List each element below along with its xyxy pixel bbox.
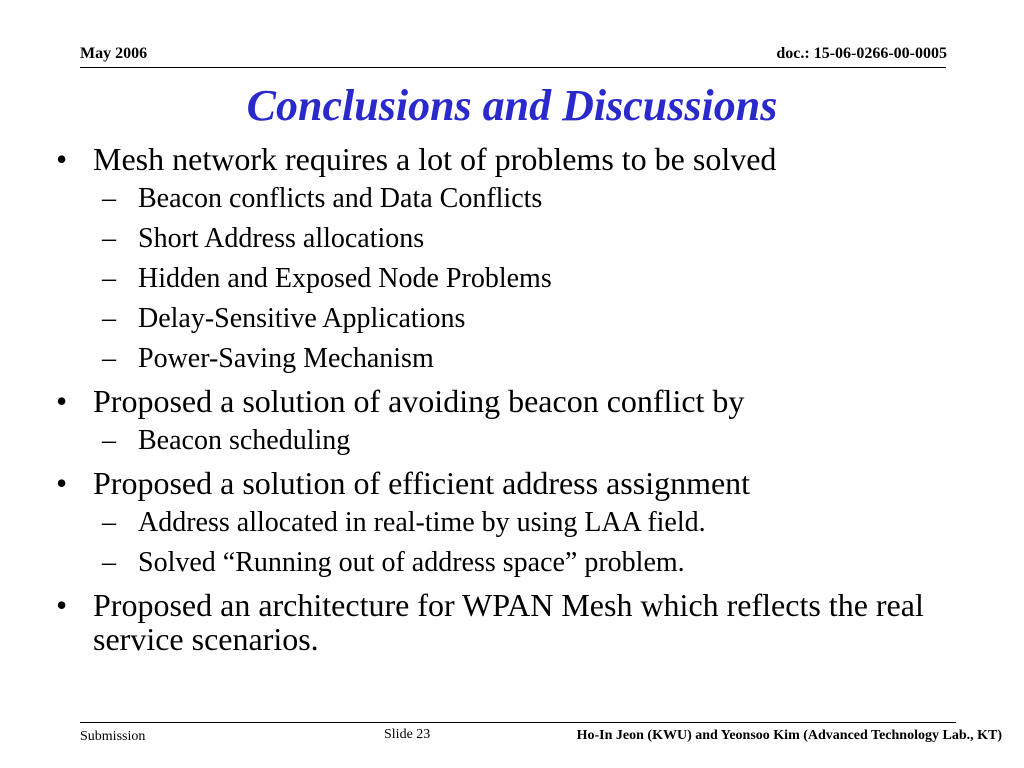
bullet-group xyxy=(56,588,976,656)
sub-bullet-item xyxy=(56,426,976,456)
sub-bullet-item xyxy=(56,548,976,578)
bullet-dot-icon: • xyxy=(56,587,68,623)
bullet-group xyxy=(56,384,976,456)
bullet-dot-icon: • xyxy=(56,141,68,177)
bullet-group xyxy=(56,466,976,578)
sub-bullet-item xyxy=(56,184,976,214)
footer-rule xyxy=(80,722,956,723)
dash-icon: – xyxy=(102,303,116,334)
bullet-text: Proposed a solution of avoiding beacon conflict by xyxy=(93,383,745,419)
bullet-dot-icon: • xyxy=(56,383,68,419)
sub-bullet-text: Power-Saving Mechanism xyxy=(138,343,434,374)
dash-icon: – xyxy=(102,343,116,374)
sub-bullet-item xyxy=(56,264,976,294)
sub-bullet-text: Delay-Sensitive Applications xyxy=(138,303,466,334)
dash-icon: – xyxy=(102,547,116,578)
dash-icon: – xyxy=(102,223,116,254)
bullet-text: Proposed a solution of efficient address assignment xyxy=(93,465,751,501)
sub-bullet-text: Beacon scheduling xyxy=(138,425,351,456)
bullet-dot-icon: • xyxy=(56,465,68,501)
sub-bullet-item xyxy=(56,304,976,334)
header-doc-id: doc.: 15-06-0266-00-0005 xyxy=(776,45,947,62)
bullet-item xyxy=(56,466,976,500)
bullet-item xyxy=(56,588,976,656)
footer-authors: Ho-In Jeon (KWU) and Yeonsoo Kim (Advanced Technology Lab., KT) xyxy=(576,728,1002,743)
sub-bullet-text: Hidden and Exposed Node Problems xyxy=(138,263,552,294)
sub-bullet-text: Beacon conflicts and Data Conflicts xyxy=(138,183,543,214)
sub-bullet-text: Solved “Running out of address space” problem. xyxy=(138,547,685,578)
sub-bullet-item xyxy=(56,224,976,254)
bullet-item xyxy=(56,384,976,418)
dash-icon: – xyxy=(102,425,116,456)
sub-bullet-item xyxy=(56,344,976,374)
sub-bullet-item xyxy=(56,508,976,538)
dash-icon: – xyxy=(102,263,116,294)
sub-bullet-text: Address allocated in real-time by using LAA field. xyxy=(138,507,706,538)
bullet-item xyxy=(56,142,976,176)
slide-title: Conclusions and Discussions xyxy=(246,81,778,130)
dash-icon: – xyxy=(102,507,116,538)
bullet-text: Proposed an architecture for WPAN Mesh which reflects the real service scenarios. xyxy=(93,587,924,657)
sub-bullet-text: Short Address allocations xyxy=(138,223,425,254)
slide-content xyxy=(56,142,976,664)
footer-submission: Submission xyxy=(80,729,146,744)
bullet-text: Mesh network requires a lot of problems to be solved xyxy=(93,141,777,177)
footer-slide-number: Slide 23 xyxy=(384,727,431,742)
header-rule xyxy=(80,67,946,68)
dash-icon: – xyxy=(102,183,116,214)
bullet-group xyxy=(56,142,976,374)
header-date: May 2006 xyxy=(80,45,148,62)
